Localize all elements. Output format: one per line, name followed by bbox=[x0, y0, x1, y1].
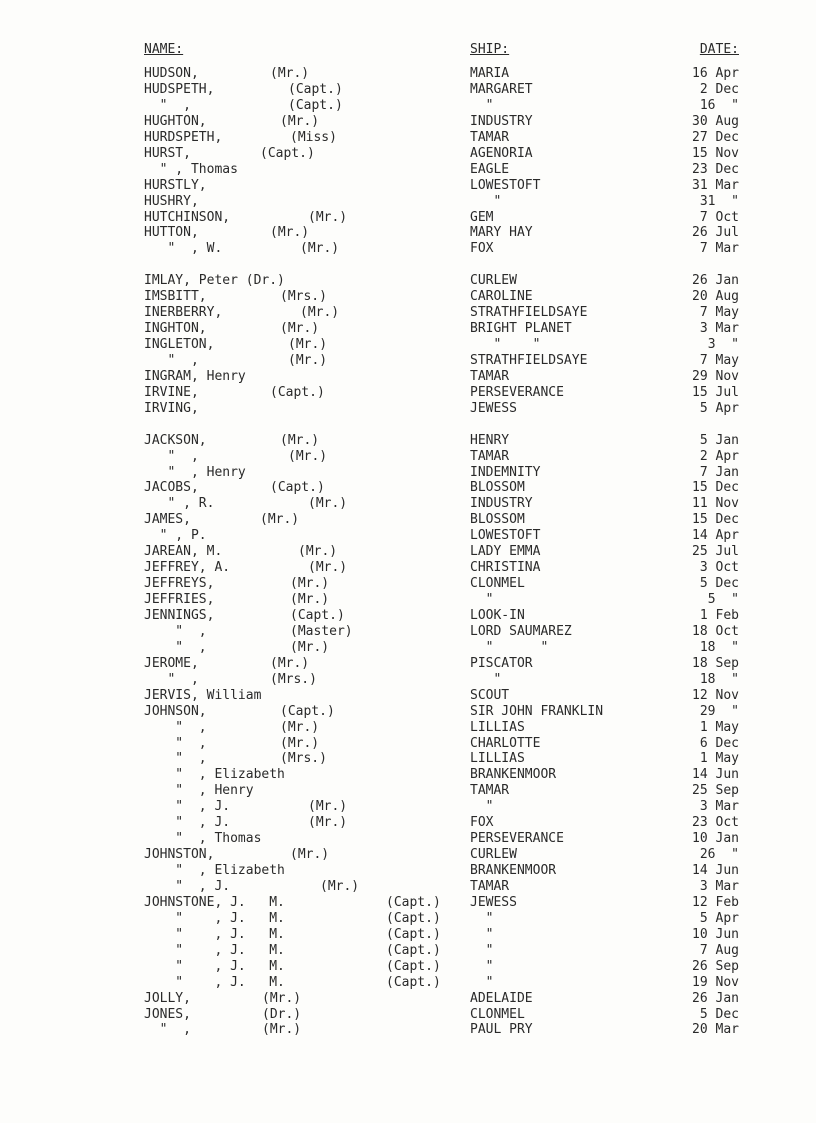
ship-cell: PERSEVERANCE bbox=[470, 831, 564, 847]
table-row bbox=[0, 82, 816, 98]
ship-cell: PISCATOR bbox=[470, 655, 533, 671]
date-cell: 15 Jul bbox=[692, 384, 739, 400]
name-cell: " , P. bbox=[144, 528, 207, 544]
table-row bbox=[0, 656, 816, 672]
date-cell: 3 Mar bbox=[699, 321, 739, 336]
date-cell: 11 Nov bbox=[692, 496, 739, 512]
name-column-header: NAME: bbox=[144, 42, 184, 57]
title-cell: (Mrs.) bbox=[280, 751, 327, 767]
date-cell: 6 Dec bbox=[699, 735, 739, 751]
table-row bbox=[0, 911, 816, 927]
name-cell: JOHNSTONE, J. M. bbox=[144, 894, 285, 910]
ship-cell: " bbox=[470, 942, 494, 958]
table-row bbox=[0, 560, 816, 576]
name-cell: " , bbox=[144, 448, 199, 464]
name-cell: " , bbox=[144, 639, 207, 655]
ship-cell: BLOSSOM bbox=[470, 512, 525, 528]
ship-cell: GEM bbox=[470, 209, 494, 225]
table-row bbox=[0, 688, 816, 704]
ship-cell: STRATHFIELDSAYE bbox=[470, 305, 588, 321]
ship-cell: INDEMNITY bbox=[470, 464, 541, 480]
date-cell: 25 Sep bbox=[692, 783, 739, 799]
ship-cell: ADELAIDE bbox=[470, 990, 533, 1006]
table-row bbox=[0, 544, 816, 560]
table-row bbox=[0, 178, 816, 194]
date-cell: 23 Dec bbox=[692, 161, 739, 177]
date-cell: 7 Oct bbox=[699, 209, 739, 225]
date-cell: 1 May bbox=[699, 751, 739, 767]
title-cell: (Mr.) bbox=[280, 719, 320, 735]
table-row bbox=[0, 98, 816, 114]
date-cell: 5 Apr bbox=[699, 400, 739, 416]
title-cell: (Mr.) bbox=[270, 225, 310, 241]
title-cell: (Capt.) bbox=[288, 81, 343, 97]
table-row bbox=[0, 720, 816, 736]
title-cell: (Mr.) bbox=[280, 735, 320, 751]
name-cell: JEFFREY, A. bbox=[144, 560, 231, 576]
name-cell: JOHNSON, bbox=[144, 703, 207, 719]
name-cell: " , bbox=[144, 352, 199, 368]
table-row bbox=[0, 401, 816, 417]
ship-cell: " bbox=[470, 926, 494, 942]
title-cell: (Mr.) bbox=[308, 815, 348, 831]
title-cell: (Capt.) bbox=[386, 942, 441, 958]
date-cell: 15 Dec bbox=[692, 480, 739, 496]
date-cell: 7 Jan bbox=[699, 464, 739, 480]
date-cell: 3 " bbox=[707, 337, 739, 352]
table-row bbox=[0, 194, 816, 210]
name-cell: " , bbox=[144, 1022, 191, 1038]
date-cell: 19 Nov bbox=[692, 974, 739, 990]
date-cell: 1 May bbox=[699, 719, 739, 735]
date-cell: 3 Oct bbox=[699, 560, 739, 576]
table-row bbox=[0, 289, 816, 305]
title-cell: (Mr.) bbox=[260, 512, 300, 528]
table-row bbox=[0, 369, 816, 385]
ship-cell: JEWESS bbox=[470, 400, 517, 416]
table-row bbox=[0, 210, 816, 226]
date-cell: 18 " bbox=[699, 639, 739, 655]
title-cell: (Mr.) bbox=[290, 576, 330, 592]
name-cell: JENNINGS, bbox=[144, 608, 215, 623]
ship-cell: TAMAR bbox=[470, 368, 510, 384]
title-cell: (Capt.) bbox=[386, 910, 441, 926]
table-row bbox=[0, 225, 816, 241]
ship-cell: BRANKENMOOR bbox=[470, 767, 557, 783]
table-row bbox=[0, 114, 816, 130]
table-row bbox=[0, 767, 816, 783]
ship-cell: TAMAR bbox=[470, 783, 510, 799]
table-row bbox=[0, 640, 816, 656]
date-cell: 16 Apr bbox=[692, 66, 739, 81]
name-cell: " , bbox=[144, 735, 207, 751]
ship-cell: " " bbox=[470, 337, 541, 352]
date-cell: 5 " bbox=[707, 592, 739, 607]
ship-cell: " bbox=[470, 910, 494, 926]
ship-cell: CAROLINE bbox=[470, 289, 533, 305]
name-cell: " , Elizabeth bbox=[144, 767, 285, 783]
ship-cell: INDUSTRY bbox=[470, 113, 533, 129]
ship-cell: " bbox=[470, 799, 494, 815]
date-cell: 5 Dec bbox=[699, 576, 739, 592]
table-row bbox=[0, 449, 816, 465]
row-spacer bbox=[0, 257, 816, 273]
name-cell: HUDSON, bbox=[144, 66, 199, 81]
table-row bbox=[0, 863, 816, 879]
date-cell: 7 May bbox=[699, 352, 739, 368]
table-row bbox=[0, 815, 816, 831]
name-cell: JEFFREYS, bbox=[144, 576, 215, 592]
name-cell: JOHNSTON, bbox=[144, 847, 215, 863]
ship-cell: " bbox=[470, 974, 494, 990]
table-row bbox=[0, 624, 816, 640]
ship-cell: BRANKENMOOR bbox=[470, 863, 557, 878]
name-cell: IMSBITT, bbox=[144, 289, 207, 305]
date-cell: 2 Dec bbox=[699, 81, 739, 97]
ship-cell: STRATHFIELDSAYE bbox=[470, 352, 588, 368]
title-cell: (Capt.) bbox=[270, 480, 325, 496]
name-cell: " , W. bbox=[144, 241, 223, 257]
table-row bbox=[0, 895, 816, 911]
date-cell: 15 Dec bbox=[692, 512, 739, 528]
table-row bbox=[0, 831, 816, 847]
name-cell: JACOBS, bbox=[144, 480, 199, 496]
table-row bbox=[0, 273, 816, 289]
title-cell: (Mr.) bbox=[270, 655, 310, 671]
name-cell: IRVING, bbox=[144, 400, 199, 416]
title-cell: (Dr.) bbox=[262, 1006, 302, 1022]
title-cell: (Capt.) bbox=[288, 97, 343, 113]
table-row bbox=[0, 130, 816, 146]
name-cell: IRVINE, bbox=[144, 384, 199, 400]
date-cell: 5 Dec bbox=[699, 1006, 739, 1022]
table-row bbox=[0, 496, 816, 512]
table-row bbox=[0, 672, 816, 688]
name-cell: JERVIS, William bbox=[144, 687, 262, 703]
name-cell: " , R. bbox=[144, 496, 215, 512]
date-cell: 18 " bbox=[699, 671, 739, 687]
table-row bbox=[0, 704, 816, 720]
title-cell: (Mr.) bbox=[290, 592, 330, 607]
ship-cell: PAUL PRY bbox=[470, 1022, 533, 1038]
name-cell: " , Henry bbox=[144, 783, 254, 799]
table-row bbox=[0, 353, 816, 369]
date-cell: 20 Mar bbox=[692, 1022, 739, 1038]
ship-cell: LOOK-IN bbox=[470, 608, 525, 623]
date-cell: 7 Aug bbox=[699, 942, 739, 958]
table-row bbox=[0, 321, 816, 337]
name-cell: " , Thomas bbox=[144, 831, 262, 847]
ship-cell: CHARLOTTE bbox=[470, 735, 541, 751]
ship-cell: PERSEVERANCE bbox=[470, 384, 564, 400]
title-cell: (Capt.) bbox=[280, 703, 335, 719]
ship-cell: BRIGHT PLANET bbox=[470, 321, 572, 336]
name-cell: " , J. bbox=[144, 815, 231, 831]
name-cell: INGLETON, bbox=[144, 337, 215, 352]
name-cell: HUTTON, bbox=[144, 225, 199, 241]
ship-cell: HENRY bbox=[470, 432, 510, 448]
date-cell: 14 Jun bbox=[692, 863, 739, 878]
ship-cell: EAGLE bbox=[470, 161, 510, 177]
date-cell: 26 Jan bbox=[692, 273, 739, 289]
table-row bbox=[0, 465, 816, 481]
name-cell: IMLAY, Peter (Dr.) bbox=[144, 273, 285, 289]
title-cell: (Mr.) bbox=[262, 990, 302, 1006]
name-cell: JONES, bbox=[144, 1006, 191, 1022]
name-cell: INGHTON, bbox=[144, 321, 207, 336]
table-row bbox=[0, 751, 816, 767]
ship-column-header: SHIP: bbox=[470, 42, 510, 57]
date-cell: 3 Mar bbox=[699, 878, 739, 894]
table-row bbox=[0, 736, 816, 752]
title-cell: (Mr.) bbox=[308, 496, 348, 512]
table-row bbox=[0, 959, 816, 975]
name-cell: " , J. M. bbox=[144, 942, 285, 958]
ship-cell: " " bbox=[470, 639, 549, 655]
name-cell: HUTCHINSON, bbox=[144, 209, 231, 225]
ship-cell: MARIA bbox=[470, 66, 510, 81]
date-cell: 18 Oct bbox=[692, 623, 739, 639]
date-cell: 26 Jan bbox=[692, 990, 739, 1006]
ship-cell: CLONMEL bbox=[470, 576, 525, 592]
name-cell: JEFFRIES, bbox=[144, 592, 215, 607]
ship-cell: MARGARET bbox=[470, 81, 533, 97]
date-cell: 31 " bbox=[699, 193, 739, 209]
table-row bbox=[0, 480, 816, 496]
title-cell: (Mr.) bbox=[300, 241, 340, 257]
date-cell: 7 May bbox=[699, 305, 739, 321]
ship-cell: SIR JOHN FRANKLIN bbox=[470, 703, 604, 719]
title-cell: (Mrs.) bbox=[270, 671, 317, 687]
ship-cell: CURLEW bbox=[470, 847, 517, 863]
date-column-header: DATE: bbox=[699, 42, 739, 57]
title-cell: (Mr.) bbox=[288, 352, 328, 368]
table-row bbox=[0, 385, 816, 401]
table-row bbox=[0, 528, 816, 544]
name-cell: INERBERRY, bbox=[144, 305, 223, 321]
ship-cell: JEWESS bbox=[470, 894, 517, 910]
ship-cell: TAMAR bbox=[470, 448, 510, 464]
date-cell: 14 Jun bbox=[692, 767, 739, 783]
table-row bbox=[0, 943, 816, 959]
date-cell: 26 " bbox=[699, 847, 739, 863]
ship-cell: FOX bbox=[470, 241, 494, 257]
table-row bbox=[0, 608, 816, 624]
title-cell: (Mr.) bbox=[308, 799, 348, 815]
date-cell: 10 Jan bbox=[692, 831, 739, 847]
ship-cell: " bbox=[470, 97, 494, 113]
name-cell: HURDSPETH, bbox=[144, 129, 223, 145]
ship-cell: LILLIAS bbox=[470, 719, 525, 735]
table-row bbox=[0, 576, 816, 592]
ship-cell: LORD SAUMAREZ bbox=[470, 623, 572, 639]
title-cell: (Mr.) bbox=[300, 305, 340, 321]
table-row bbox=[0, 162, 816, 178]
name-cell: " , J. M. bbox=[144, 926, 285, 942]
title-cell: (Capt.) bbox=[386, 974, 441, 990]
date-cell: 12 Feb bbox=[692, 894, 739, 910]
name-cell: HURST, bbox=[144, 145, 191, 161]
table-row bbox=[0, 879, 816, 895]
date-cell: 18 Sep bbox=[692, 655, 739, 671]
title-cell: (Capt.) bbox=[386, 894, 441, 910]
date-cell: 29 " bbox=[699, 703, 739, 719]
name-cell: JAMES, bbox=[144, 512, 191, 528]
name-cell: HUSHRY, bbox=[144, 193, 199, 209]
name-cell: " , Thomas bbox=[144, 161, 238, 177]
title-cell: (Master) bbox=[290, 623, 353, 639]
date-cell: 27 Dec bbox=[692, 129, 739, 145]
date-cell: 30 Aug bbox=[692, 113, 739, 129]
ship-cell: TAMAR bbox=[470, 878, 510, 894]
ship-cell: BLOSSOM bbox=[470, 480, 525, 496]
ship-cell: LOWESTOFT bbox=[470, 528, 541, 544]
name-cell: JAREAN, M. bbox=[144, 544, 223, 560]
title-cell: (Miss) bbox=[290, 129, 337, 145]
ship-cell: " bbox=[470, 193, 502, 209]
ship-cell: LILLIAS bbox=[470, 751, 525, 767]
date-cell: 7 Mar bbox=[699, 241, 739, 257]
table-row bbox=[0, 337, 816, 353]
title-cell: (Capt.) bbox=[386, 926, 441, 942]
date-cell: 15 Nov bbox=[692, 145, 739, 161]
title-cell: (Capt.) bbox=[386, 958, 441, 974]
ship-cell: " bbox=[470, 671, 502, 687]
date-cell: 12 Nov bbox=[692, 687, 739, 703]
date-cell: 23 Oct bbox=[692, 815, 739, 831]
title-cell: (Mr.) bbox=[280, 432, 320, 448]
row-spacer bbox=[0, 417, 816, 433]
title-cell: (Mr.) bbox=[298, 544, 338, 560]
table-row bbox=[0, 433, 816, 449]
table-row bbox=[0, 783, 816, 799]
ship-cell: SCOUT bbox=[470, 687, 510, 703]
table-row bbox=[0, 1022, 816, 1038]
title-cell: (Capt.) bbox=[260, 145, 315, 161]
title-cell: (Mr.) bbox=[290, 639, 330, 655]
date-cell: 31 Mar bbox=[692, 177, 739, 193]
title-cell: (Capt.) bbox=[290, 608, 345, 623]
name-cell: HUDSPETH, bbox=[144, 81, 215, 97]
header-row bbox=[0, 42, 816, 58]
title-cell: (Mr.) bbox=[262, 1022, 302, 1038]
name-cell: " , J. M. bbox=[144, 958, 285, 974]
table-row bbox=[0, 847, 816, 863]
name-cell: " , J. M. bbox=[144, 910, 285, 926]
title-cell: (Mr.) bbox=[288, 337, 328, 352]
table-row bbox=[0, 799, 816, 815]
name-cell: HURSTLY, bbox=[144, 177, 207, 193]
date-cell: 25 Jul bbox=[692, 544, 739, 560]
title-cell: (Mr.) bbox=[280, 321, 320, 336]
table-row bbox=[0, 66, 816, 82]
name-cell: JOLLY, bbox=[144, 990, 191, 1006]
date-cell: 16 " bbox=[699, 97, 739, 113]
name-cell: " , J. bbox=[144, 878, 231, 894]
name-cell: " , bbox=[144, 671, 199, 687]
name-cell: HUGHTON, bbox=[144, 113, 207, 129]
date-cell: 2 Apr bbox=[699, 448, 739, 464]
table-row bbox=[0, 927, 816, 943]
name-cell: " , J. M. bbox=[144, 974, 285, 990]
name-cell: " , Elizabeth bbox=[144, 863, 285, 878]
title-cell: (Mr.) bbox=[308, 560, 348, 576]
name-cell: " , bbox=[144, 97, 191, 113]
table-row bbox=[0, 592, 816, 608]
date-cell: 5 Apr bbox=[699, 910, 739, 926]
ship-cell: CHRISTINA bbox=[470, 560, 541, 576]
title-cell: (Mr.) bbox=[290, 847, 330, 863]
ship-cell: FOX bbox=[470, 815, 494, 831]
title-cell: (Mr.) bbox=[308, 209, 348, 225]
title-cell: (Capt.) bbox=[270, 384, 325, 400]
date-cell: 20 Aug bbox=[692, 289, 739, 305]
date-cell: 26 Jul bbox=[692, 225, 739, 241]
ship-cell: CLONMEL bbox=[470, 1006, 525, 1022]
date-cell: 1 Feb bbox=[699, 608, 739, 623]
title-cell: (Mr.) bbox=[288, 448, 328, 464]
table-row bbox=[0, 146, 816, 162]
table-row bbox=[0, 975, 816, 991]
ship-cell: MARY HAY bbox=[470, 225, 533, 241]
name-cell: INGRAM, Henry bbox=[144, 368, 246, 384]
title-cell: (Mr.) bbox=[270, 66, 310, 81]
name-cell: " , bbox=[144, 623, 207, 639]
ship-cell: CURLEW bbox=[470, 273, 517, 289]
date-cell: 29 Nov bbox=[692, 368, 739, 384]
title-cell: (Mr.) bbox=[320, 878, 360, 894]
table-row bbox=[0, 241, 816, 257]
date-cell: 14 Apr bbox=[692, 528, 739, 544]
table-row bbox=[0, 1007, 816, 1023]
name-cell: " , bbox=[144, 719, 207, 735]
name-cell: " , Henry bbox=[144, 464, 246, 480]
title-cell: (Mr.) bbox=[280, 113, 320, 129]
title-cell: (Mrs.) bbox=[280, 289, 327, 305]
name-cell: " , J. bbox=[144, 799, 231, 815]
ship-cell: LOWESTOFT bbox=[470, 177, 541, 193]
ship-cell: AGENORIA bbox=[470, 145, 533, 161]
ship-cell: LADY EMMA bbox=[470, 544, 541, 560]
table-row bbox=[0, 305, 816, 321]
ship-cell: TAMAR bbox=[470, 129, 510, 145]
table-row bbox=[0, 991, 816, 1007]
name-cell: JACKSON, bbox=[144, 432, 207, 448]
date-cell: 10 Jun bbox=[692, 926, 739, 942]
table-row bbox=[0, 512, 816, 528]
date-cell: 3 Mar bbox=[699, 799, 739, 815]
ship-cell: INDUSTRY bbox=[470, 496, 533, 512]
name-cell: " , bbox=[144, 751, 207, 767]
name-cell: JEROME, bbox=[144, 655, 199, 671]
date-cell: 26 Sep bbox=[692, 958, 739, 974]
ship-cell: " bbox=[470, 592, 494, 607]
ship-cell: " bbox=[470, 958, 494, 974]
date-cell: 5 Jan bbox=[699, 432, 739, 448]
